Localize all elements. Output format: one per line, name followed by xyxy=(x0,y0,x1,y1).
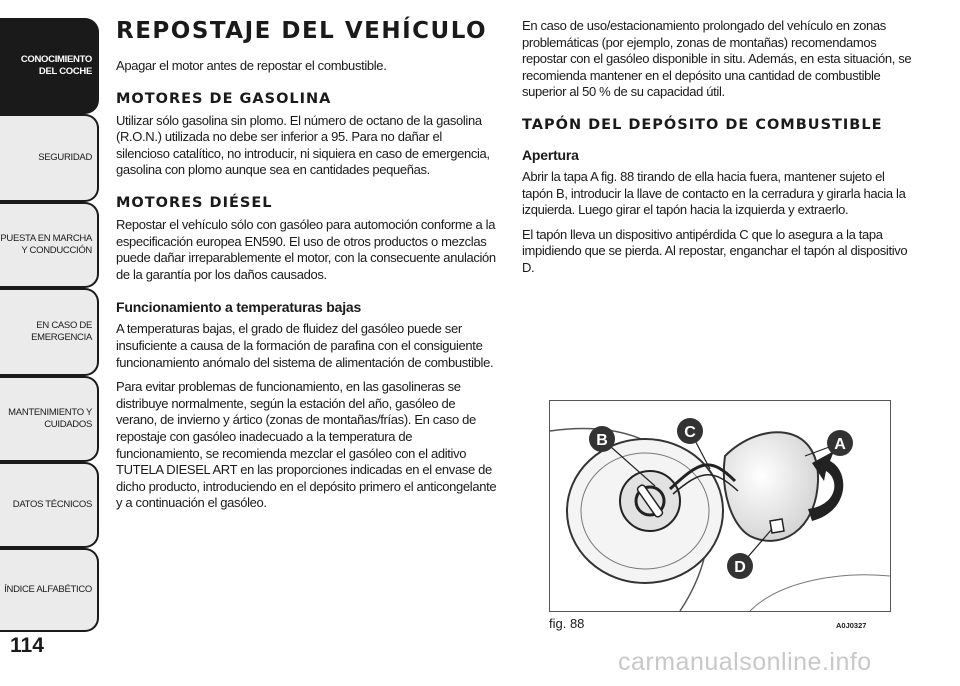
label-b xyxy=(589,426,615,452)
tab-label-line2: DEL COCHE xyxy=(38,66,92,77)
diesel-text: Repostar el vehículo sólo con gasóleo para automoción conforme a la especificación europea EN590. El uso de otros productos o mezclas puede dañar irreparablemente el motor, con la consecuente anulación de la garantía por los daños causados. xyxy=(116,216,496,282)
svg-text:A: A xyxy=(834,436,846,453)
low-temp-heading: Funcionamiento a temperaturas bajas xyxy=(116,299,362,316)
tab-label-line1: MANTENIMIENTO Y xyxy=(8,407,92,418)
low-temp-paragraph-1: A temperaturas bajas, el grado de fluidez del gasóleo puede ser insuficiente a causa de la formación de parafina con el consiguiente funcionamiento anómalo del sistema de alimentación de combustible. xyxy=(116,321,494,370)
fuel-cap-heading: TAPÓN DEL DEPÓSITO DE COMBUSTIBLE xyxy=(522,116,883,133)
tab-label-line2: EMERGENCIA xyxy=(31,332,92,343)
fuel-cap-figure xyxy=(549,400,891,612)
label-a xyxy=(827,430,853,456)
svg-text:D: D xyxy=(734,559,746,576)
tab-label-line2: Y CONDUCCIÓN xyxy=(21,245,92,256)
right-column xyxy=(522,18,912,285)
storage-paragraph: En caso de uso/estacionamiento prolongado del vehículo en zonas problemáticas (por ejemplo, zonas de montañas) recomendamos repostar con el gasóleo disponible in situ. Además, en esta situación, se recomienda mantener en el depósito una cantidad de combustible superior al 50 % de su capacidad útil. xyxy=(522,18,912,100)
tab-seguridad[interactable] xyxy=(0,114,99,202)
left-column xyxy=(116,18,498,520)
tab-label-line1: PUESTA EN MARCHA xyxy=(0,233,92,244)
tab-label-line1: CONOCIMIENTO xyxy=(20,54,92,65)
hook-d xyxy=(770,519,784,533)
tab-label-line1: SEGURIDAD xyxy=(38,152,92,163)
opening-paragraph-2: El tapón lleva un dispositivo antipérdida C que lo asegura a la tapa impidiendo que se pierda. Al repostar, enganchar el tapón al dispositivo D. xyxy=(522,226,908,275)
tab-label-line1: EN CASO DE xyxy=(36,320,92,331)
tab-datos-tecnicos[interactable] xyxy=(0,462,99,548)
tab-conocimiento-del-coche[interactable] xyxy=(0,18,99,114)
svg-text:B: B xyxy=(596,432,608,449)
svg-text:C: C xyxy=(684,424,696,441)
diesel-heading: MOTORES DIÉSEL xyxy=(116,194,273,211)
tab-mantenimiento-y-cuidados[interactable] xyxy=(0,376,99,462)
figure-code: A0J0327 xyxy=(836,621,867,630)
tab-label-line1: DATOS TÉCNICOS xyxy=(12,499,92,510)
gasoline-text: Utilizar sólo gasolina sin plomo. El número de octano de la gasolina (R.O.N.) utilizada no debe ser inferior a 95. Para no dañar el silencioso catalítico, no introducir, ni siquiera en caso de emergencia, gasolina con plomo aunque sea en cantidades pequeñas. xyxy=(116,112,490,178)
tab-puesta-en-marcha[interactable] xyxy=(0,202,99,288)
tab-en-caso-de-emergencia[interactable] xyxy=(0,288,99,376)
label-d xyxy=(727,553,753,579)
gasoline-heading: MOTORES DE GASOLINA xyxy=(116,90,332,107)
tab-indice-alfabetico[interactable] xyxy=(0,548,99,632)
intro-text: Apagar el motor antes de repostar el combustible. xyxy=(116,58,387,73)
opening-paragraph-1: Abrir la tapa A fig. 88 tirando de ella hacia fuera, mantener sujeto el tapón B, introducir la llave de contacto en la cerradura y girarla hacia la izquierda. Luego girar el tapón hacia la izquierda y extraerlo. xyxy=(522,168,906,218)
page-number: 114 xyxy=(10,634,44,657)
tab-label-line2: CUIDADOS xyxy=(44,419,92,430)
page-title: REPOSTAJE DEL VEHÍCULO xyxy=(116,18,488,44)
figure-caption: fig. 88 xyxy=(549,616,585,631)
watermark: carmanualsonline.info xyxy=(618,648,872,676)
fuel-cap-illustration xyxy=(550,401,890,611)
tab-label-line1: ÍNDICE ALFABÉTICO xyxy=(4,584,92,595)
label-c xyxy=(677,418,703,444)
low-temp-paragraph-2: Para evitar problemas de funcionamiento, en las gasolineras se distribuye normalmente, según la estación del año, gasóleo de verano, de invierno y ártico (zonas de montañas/frías). En caso de repostaje con gasóleo inadecuado a la temperatura de funcionamiento, se recomienda mezclar el gasóleo con el aditivo TUTELA DIESEL ART en las proporciones indicadas en el envase de dicho producto, introduciendo en el depósito primero el anticongelante y a continuación el gasóleo. xyxy=(116,379,497,511)
opening-subheading: Apertura xyxy=(522,146,579,163)
